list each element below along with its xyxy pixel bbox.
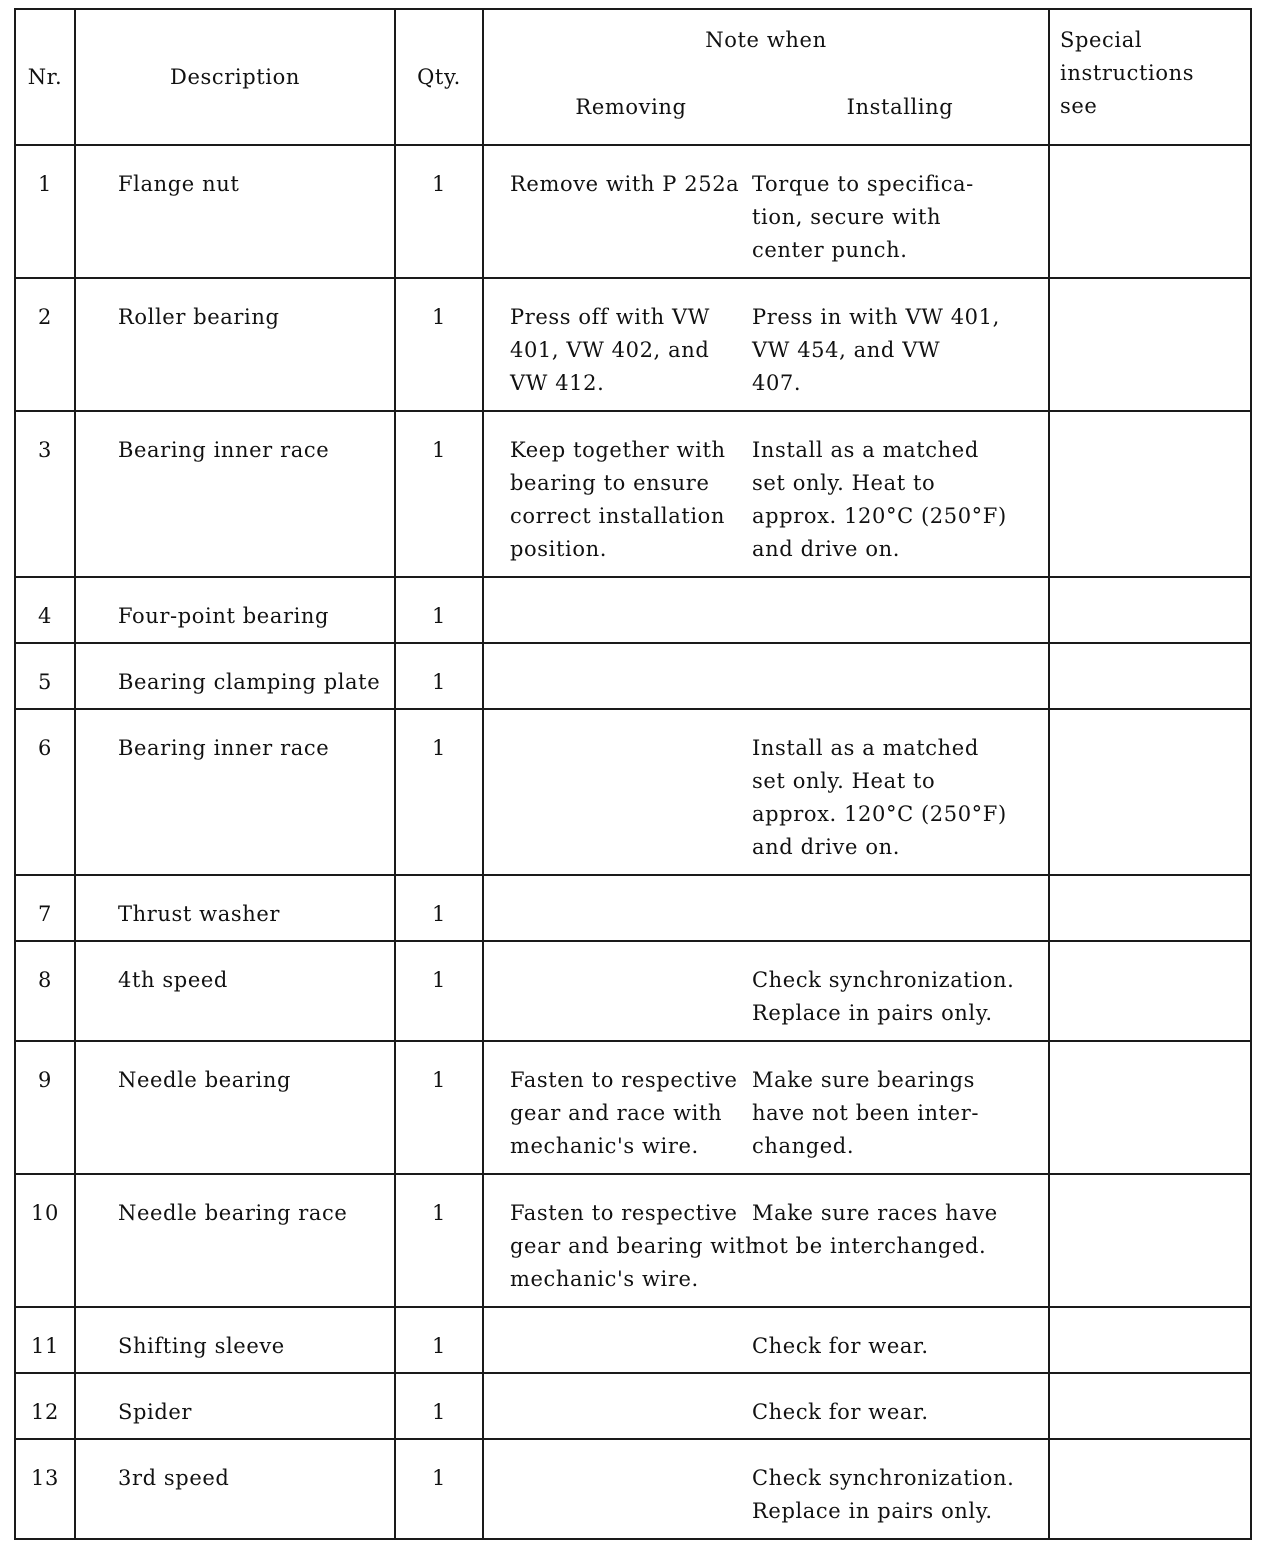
cell-nr <box>15 577 75 643</box>
cell-qty <box>395 1041 483 1174</box>
removing-line: gear and race with <box>510 1101 723 1125</box>
installing-line: center punch. <box>752 238 908 262</box>
cell-special-instructions <box>1049 1041 1251 1174</box>
table-row <box>15 411 1251 577</box>
installing-line: approx. 120°C (250°F) <box>752 802 1007 826</box>
table-row <box>15 643 1251 709</box>
header-description: Description <box>75 9 395 145</box>
row-removing <box>484 434 752 566</box>
cell-note-when <box>483 1307 1049 1373</box>
row-qty: 1 <box>432 968 446 992</box>
row-number: 5 <box>38 670 52 694</box>
removing-line: position. <box>510 537 607 561</box>
cell-qty <box>395 145 483 278</box>
row-qty: 1 <box>432 1334 446 1358</box>
installing-line: Check for wear. <box>752 1334 929 1358</box>
cell-qty <box>395 411 483 577</box>
row-qty: 1 <box>432 1201 446 1225</box>
cell-description <box>75 643 395 709</box>
removing-line: correct installation <box>510 504 726 528</box>
cell-qty <box>395 1373 483 1439</box>
removing-line: mechanic's wire. <box>510 1267 699 1291</box>
cell-nr <box>15 145 75 278</box>
row-removing <box>484 168 752 267</box>
removing-line: bearing to ensure <box>510 471 710 495</box>
removing-line: Fasten to respective <box>510 1201 738 1225</box>
row-number: 7 <box>38 902 52 926</box>
row-removing <box>484 1064 752 1163</box>
header-note-when-label: Note when <box>705 28 827 52</box>
row-number: 11 <box>31 1334 59 1358</box>
table-row <box>15 1439 1251 1539</box>
installing-line: Check for wear. <box>752 1400 929 1424</box>
row-number: 8 <box>38 968 52 992</box>
installing-line: set only. Heat to <box>752 471 936 495</box>
cell-note-when <box>483 411 1049 577</box>
installing-line: 407. <box>752 371 802 395</box>
row-installing <box>752 1197 1048 1296</box>
row-qty: 1 <box>432 438 446 462</box>
installing-line: Replace in pairs only. <box>752 1499 993 1523</box>
table-row <box>15 1307 1251 1373</box>
installing-line: Install as a matched <box>752 736 979 760</box>
row-qty: 1 <box>432 902 446 926</box>
row-qty: 1 <box>432 1068 446 1092</box>
installing-line: have not been inter- <box>752 1101 980 1125</box>
row-number: 9 <box>38 1068 52 1092</box>
row-installing <box>752 301 1048 400</box>
row-description: 4th speed <box>118 968 228 992</box>
row-installing <box>752 1330 1048 1363</box>
header-row <box>15 9 1251 145</box>
cell-special-instructions <box>1049 709 1251 875</box>
cell-note-when <box>483 145 1049 278</box>
cell-nr <box>15 411 75 577</box>
cell-nr <box>15 1041 75 1174</box>
cell-description <box>75 145 395 278</box>
cell-special-instructions <box>1049 1373 1251 1439</box>
cell-note-when <box>483 1041 1049 1174</box>
installing-line: set only. Heat to <box>752 769 936 793</box>
header-installing: Installing <box>846 95 954 119</box>
installing-line: Check synchronization. <box>752 1466 1015 1490</box>
row-description: Roller bearing <box>118 305 280 329</box>
removing-line: Press off with VW <box>510 305 710 329</box>
row-installing <box>752 1396 1048 1429</box>
installing-line: and drive on. <box>752 537 900 561</box>
table-row <box>15 709 1251 875</box>
cell-note-when <box>483 941 1049 1041</box>
header-special-line: see <box>1060 94 1098 118</box>
row-qty: 1 <box>432 1400 446 1424</box>
cell-qty <box>395 875 483 941</box>
header-note-when <box>483 9 1049 145</box>
row-description: Four-point bearing <box>118 604 330 628</box>
row-number: 3 <box>38 438 52 462</box>
row-number: 10 <box>31 1201 59 1225</box>
installing-line: not be interchanged. <box>752 1234 987 1258</box>
cell-special-instructions <box>1049 577 1251 643</box>
table-row <box>15 145 1251 278</box>
cell-description <box>75 577 395 643</box>
table-row <box>15 875 1251 941</box>
row-installing <box>752 964 1048 1030</box>
row-removing <box>484 1330 752 1363</box>
installing-line: and drive on. <box>752 835 900 859</box>
cell-description <box>75 1373 395 1439</box>
row-removing <box>484 732 752 864</box>
installing-line: Make sure bearings <box>752 1068 975 1092</box>
cell-note-when <box>483 709 1049 875</box>
row-removing <box>484 1396 752 1429</box>
table-row <box>15 941 1251 1041</box>
cell-description <box>75 875 395 941</box>
installing-line: Install as a matched <box>752 438 979 462</box>
cell-qty <box>395 643 483 709</box>
installing-line: VW 454, and VW <box>752 338 941 362</box>
cell-nr <box>15 709 75 875</box>
cell-nr <box>15 875 75 941</box>
cell-note-when <box>483 875 1049 941</box>
cell-special-instructions <box>1049 278 1251 411</box>
cell-nr <box>15 941 75 1041</box>
row-qty: 1 <box>432 305 446 329</box>
cell-description <box>75 411 395 577</box>
row-description: Bearing inner race <box>118 438 330 462</box>
row-installing <box>752 434 1048 566</box>
cell-special-instructions <box>1049 411 1251 577</box>
installing-line: Replace in pairs only. <box>752 1001 993 1025</box>
cell-note-when <box>483 1439 1049 1539</box>
cell-description <box>75 1041 395 1174</box>
removing-line: mechanic's wire. <box>510 1134 699 1158</box>
header-special-line: instructions <box>1060 61 1195 85</box>
header-special-line: Special <box>1060 28 1143 52</box>
cell-special-instructions <box>1049 1439 1251 1539</box>
cell-qty <box>395 278 483 411</box>
row-installing <box>752 1064 1048 1163</box>
cell-description <box>75 278 395 411</box>
table-row <box>15 1041 1251 1174</box>
removing-line: Fasten to respective <box>510 1068 738 1092</box>
row-description: Thrust washer <box>118 902 281 926</box>
row-installing <box>752 168 1048 267</box>
cell-qty <box>395 1174 483 1307</box>
row-qty: 1 <box>432 172 446 196</box>
cell-qty <box>395 1439 483 1539</box>
row-description: Spider <box>118 1400 193 1424</box>
header-special-instructions <box>1049 9 1251 145</box>
row-qty: 1 <box>432 736 446 760</box>
row-description: Bearing inner race <box>118 736 330 760</box>
table-row <box>15 577 1251 643</box>
table-row <box>15 278 1251 411</box>
row-description: Shifting sleeve <box>118 1334 285 1358</box>
row-description: Bearing clamping plate <box>118 670 381 694</box>
table-row <box>15 1174 1251 1307</box>
cell-description <box>75 1439 395 1539</box>
row-qty: 1 <box>432 1466 446 1490</box>
cell-note-when <box>483 278 1049 411</box>
row-installing <box>752 1462 1048 1528</box>
cell-nr <box>15 643 75 709</box>
row-description: 3rd speed <box>118 1466 230 1490</box>
cell-special-instructions <box>1049 145 1251 278</box>
row-installing <box>752 732 1048 864</box>
cell-nr <box>15 1174 75 1307</box>
row-removing <box>484 301 752 400</box>
cell-qty <box>395 941 483 1041</box>
cell-description <box>75 1307 395 1373</box>
cell-qty <box>395 577 483 643</box>
cell-note-when <box>483 1373 1049 1439</box>
removing-line: Remove with P 252a <box>510 172 740 196</box>
cell-nr <box>15 278 75 411</box>
cell-special-instructions <box>1049 643 1251 709</box>
removing-line: Keep together with <box>510 438 726 462</box>
cell-qty <box>395 709 483 875</box>
row-number: 13 <box>31 1466 59 1490</box>
row-description: Needle bearing <box>118 1068 292 1092</box>
removing-line: 401, VW 402, and <box>510 338 710 362</box>
cell-description <box>75 1174 395 1307</box>
cell-note-when <box>483 1174 1049 1307</box>
table-body <box>15 145 1251 1539</box>
header-removing: Removing <box>575 95 687 119</box>
cell-description <box>75 941 395 1041</box>
installing-line: Press in with VW 401, <box>752 305 1000 329</box>
table-row <box>15 1373 1251 1439</box>
cell-nr <box>15 1373 75 1439</box>
installing-line: Make sure races have <box>752 1201 998 1225</box>
removing-line: VW 412. <box>510 371 605 395</box>
row-number: 6 <box>38 736 52 760</box>
row-number: 1 <box>38 172 52 196</box>
cell-description <box>75 709 395 875</box>
row-qty: 1 <box>432 670 446 694</box>
cell-special-instructions <box>1049 875 1251 941</box>
cell-note-when <box>483 577 1049 643</box>
row-number: 4 <box>38 604 52 628</box>
cell-special-instructions <box>1049 941 1251 1041</box>
cell-special-instructions <box>1049 1307 1251 1373</box>
row-removing <box>484 964 752 1030</box>
cell-note-when <box>483 643 1049 709</box>
installing-line: tion, secure with <box>752 205 942 229</box>
cell-nr <box>15 1307 75 1373</box>
header-qty: Qty. <box>395 9 483 145</box>
row-description: Needle bearing race <box>118 1201 348 1225</box>
header-nr: Nr. <box>15 9 75 145</box>
installing-line: Torque to specifica- <box>752 172 974 196</box>
cell-special-instructions <box>1049 1174 1251 1307</box>
row-removing <box>484 1197 760 1296</box>
installing-line: Check synchronization. <box>752 968 1015 992</box>
row-number: 12 <box>31 1400 59 1424</box>
row-removing <box>484 1462 752 1528</box>
installing-line: changed. <box>752 1134 855 1158</box>
installing-line: approx. 120°C (250°F) <box>752 504 1007 528</box>
row-qty: 1 <box>432 604 446 628</box>
row-description: Flange nut <box>118 172 240 196</box>
removing-line: gear and bearing with <box>510 1234 760 1258</box>
parts-table <box>14 8 1252 1540</box>
row-number: 2 <box>38 305 52 329</box>
cell-qty <box>395 1307 483 1373</box>
cell-nr <box>15 1439 75 1539</box>
